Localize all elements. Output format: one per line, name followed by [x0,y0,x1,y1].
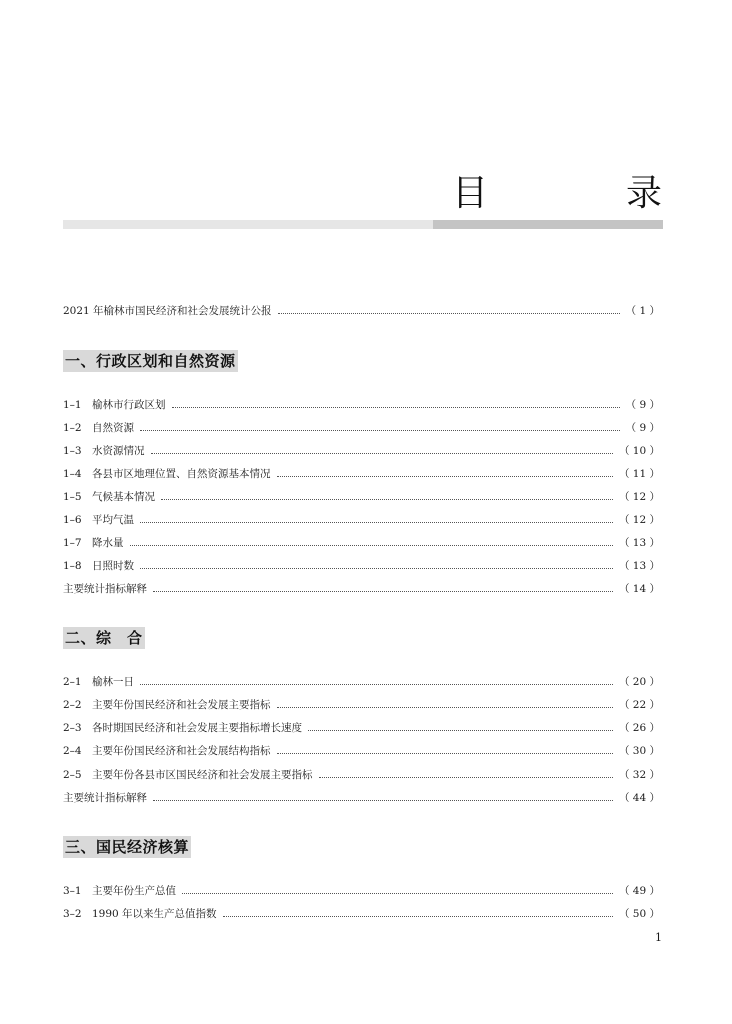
dot-leader [151,452,613,454]
toc-page-number: （ 50 ） [618,908,660,920]
toc-entry[interactable] [63,532,660,550]
dot-leader [140,521,613,523]
dot-leader [140,567,613,569]
title-char-left: 目 [452,173,489,214]
dot-leader [140,683,613,685]
toc-entry-bulletin[interactable] [63,300,660,318]
toc-page-number: （ 30 ） [618,745,660,757]
toc-entry[interactable] [63,509,660,527]
toc-entry-text: 主要年份生产总值 [92,885,176,897]
dot-leader [182,892,613,894]
toc-entry-number: 1–7 [63,537,82,549]
dot-leader [278,312,620,314]
toc-entry[interactable] [63,394,660,412]
toc-entry[interactable] [63,555,660,573]
toc-entry-number: 3–2 [63,908,82,920]
toc-entry-number: 1–4 [63,468,82,480]
toc-page-number: （ 44 ） [618,792,660,804]
toc-page-number: （ 12 ） [618,491,660,503]
dot-leader [277,475,613,477]
toc-entry-text: 气候基本情况 [92,491,155,503]
toc-entry-number: 2–5 [63,769,82,781]
toc-entry-text: 各县市区地理位置、自然资源基本情况 [92,468,271,480]
toc-entry-number: 2–3 [63,722,82,734]
toc-page-number: （ 9 ） [625,422,660,434]
toc-entry-number: 1–1 [63,399,82,411]
toc-entry-text: 各时期国民经济和社会发展主要指标增长速度 [92,722,302,734]
toc-entry-text: 1990 年以来生产总值指数 [92,908,217,920]
toc-entry-text: 水资源情况 [92,445,145,457]
dot-leader [319,776,613,778]
toc-page-number: （ 14 ） [618,583,660,595]
toc-entry-text: 自然资源 [92,422,134,434]
toc-entry[interactable] [63,486,660,504]
toc-entry[interactable] [63,880,660,898]
toc-entry-text: 主要年份国民经济和社会发展主要指标 [92,699,271,711]
dot-leader [153,799,613,801]
toc-page-number: （ 22 ） [618,699,660,711]
section-heading: 一、行政区划和自然资源 [65,352,236,370]
toc-entry-text: 榆林市行政区划 [92,399,166,411]
toc-entry[interactable] [63,440,660,458]
toc-entry[interactable] [63,740,660,758]
dot-leader [223,915,613,917]
toc-entry[interactable] [63,417,660,435]
dot-leader [153,590,613,592]
toc-entry[interactable] [63,694,660,712]
dot-leader [140,429,620,431]
toc-entry-text: 主要年份各县市区国民经济和社会发展主要指标 [92,769,313,781]
toc-entry-text: 主要年份国民经济和社会发展结构指标 [92,745,271,757]
section-heading: 二、综 合 [65,629,143,647]
toc-entry-text: 主要统计指标解释 [63,792,147,804]
dot-leader [172,406,620,408]
toc-page-number: （ 13 ） [618,537,660,549]
dot-leader [161,498,613,500]
toc-entry-explanation[interactable] [63,787,660,805]
title-underline-dark [433,220,663,229]
toc-page-number: （ 49 ） [618,885,660,897]
toc-entry-number: 3–1 [63,885,82,897]
toc-entry-text: 日照时数 [92,560,134,572]
toc-page-number: （ 32 ） [618,769,660,781]
title-char-right: 录 [626,173,663,214]
toc-page-number: （ 9 ） [625,399,660,411]
toc-entry-text: 主要统计指标解释 [63,583,147,595]
toc-entry[interactable] [63,903,660,921]
dot-leader [308,729,613,731]
dot-leader [130,544,613,546]
toc-entry[interactable] [63,463,660,481]
toc-page-number: （ 13 ） [618,560,660,572]
toc-entry[interactable] [63,717,660,735]
dot-leader [277,752,613,754]
toc-entry-number: 1–3 [63,445,82,457]
toc-page-number: （ 20 ） [618,676,660,688]
toc-entry-number: 2–4 [63,745,82,757]
toc-page-number: （ 26 ） [618,722,660,734]
toc-page-number: （ 11 ） [618,468,660,480]
dot-leader [277,706,613,708]
toc-entry-number: 2–1 [63,676,82,688]
toc-entry-explanation[interactable] [63,578,660,596]
toc-entry-text: 平均气温 [92,514,134,526]
toc-entry-number: 1–6 [63,514,82,526]
toc-entry[interactable] [63,764,660,782]
title-underline-light [63,220,433,229]
section-heading: 三、国民经济核算 [65,838,190,856]
toc-entry-text: 榆林一日 [92,676,134,688]
toc-entry-number: 1–2 [63,422,82,434]
toc-entry-number: 1–8 [63,560,82,572]
toc-entry-number: 1–5 [63,491,82,503]
toc-entry-text: 降水量 [92,537,124,549]
toc-entry-text: 2021 年榆林市国民经济和社会发展统计公报 [63,305,272,317]
toc-page-number: （ 10 ） [618,445,660,457]
toc-entry-number: 2–2 [63,699,82,711]
toc-page-number: （ 1 ） [625,305,660,317]
toc-entry[interactable] [63,671,660,689]
toc-page-number: （ 12 ） [618,514,660,526]
page-number: 1 [655,931,662,944]
